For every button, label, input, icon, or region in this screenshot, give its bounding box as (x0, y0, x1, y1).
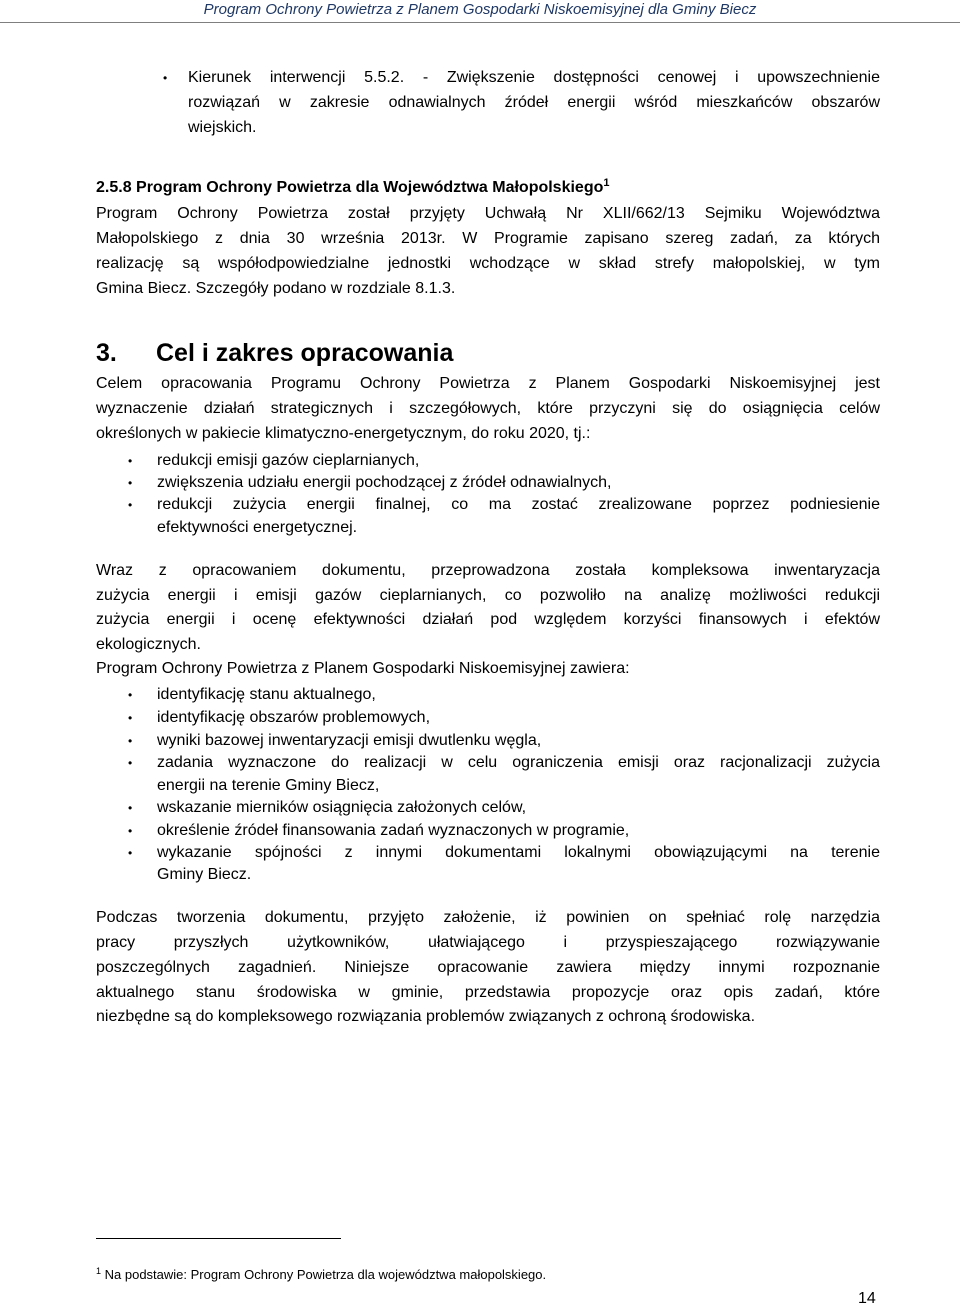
para2-line-1: Wraz z opracowaniem dokumentu, przeprowadzona została kompleksowa inwentaryzacja (96, 562, 880, 579)
section-258-line-2: Małopolskiego z dnia 30 września 2013r. W Programie zapisano szereg zadań, za których (96, 230, 880, 247)
goal-item: redukcji zużycia energii finalnej, co ma zostać zrealizowane poprzez podniesienie (157, 496, 880, 513)
chapter-3-intro-line-3: określonych w pakiecie klimatyczno-energetycznym, do roku 2020, tj.: (96, 425, 591, 442)
para2-line-2: zużycia energii i emisji gazów cieplarnianych, co pozwoliło na analizę możliwości redukcji (96, 587, 880, 604)
contents-intro: Program Ochrony Powietrza z Planem Gospodarki Niskoemisyjnej zawiera: (96, 660, 630, 677)
contents-item: wykazanie spójności z innymi dokumentami lokalnymi obowiązującymi na terenie (157, 844, 880, 861)
para2-line-4: ekologicznych. (96, 636, 201, 653)
intro-bullet-line-1: Kierunek interwencji 5.5.2. - Zwiększenie dostępności cenowej i upowszechnienie (188, 69, 880, 86)
chapter-3-intro-line-1: Celem opracowania Programu Ochrony Powietrza z Planem Gospodarki Niskoemisyjnej jest (96, 375, 880, 392)
goal-item-continuation: efektywności energetycznej. (157, 519, 358, 536)
footnote (96, 1266, 546, 1284)
section-258-line-1: Program Ochrony Powietrza został przyjęty Uchwałą Nr XLII/662/13 Sejmiku Województwa (96, 205, 880, 222)
contents-item: wyniki bazowej inwentaryzacji emisji dwutlenku węgla, (157, 732, 542, 749)
running-header (0, 0, 960, 23)
contents-item-continuation: Gminy Biecz. (157, 866, 252, 883)
bullet-marker: • (128, 476, 133, 490)
bullet-marker: • (128, 846, 133, 860)
bullet-marker: • (128, 688, 133, 702)
footnote-reference: 1 (603, 177, 610, 189)
intro-bullet-line-2: rozwiązań w zakresie odnawialnych źródeł energii wśród mieszkańców obszarów (188, 94, 880, 111)
section-258-line-3: realizację są współodpowiedzialne jednostki wchodzące w skład strefy małopolskiej, w tym (96, 255, 880, 272)
bullet-marker: • (128, 756, 133, 770)
bullet-marker: • (128, 711, 133, 725)
intro-bullet-line-3: wiejskich. (188, 119, 257, 136)
chapter-3-heading (96, 338, 453, 368)
contents-item: identyfikację stanu aktualnego, (157, 686, 376, 703)
goal-item: zwiększenia udziału energii pochodzącej z źródeł odnawialnych, (157, 474, 612, 491)
bullet-marker: • (163, 71, 168, 85)
running-header-title: Program Ochrony Powietrza z Planem Gospodarki Niskoemisyjnej dla Gminy Biecz (203, 1, 757, 18)
footnote-separator (96, 1238, 341, 1239)
para3-line-3: poszczególnych zagadnień. Niniejsze opracowanie zawiera między innymi rozpoznanie (96, 959, 880, 976)
section-258-line-4: Gmina Biecz. Szczegóły podano w rozdziale 8.1.3. (96, 280, 456, 297)
footnote-marker: 1 (96, 1266, 102, 1276)
section-258-heading-text: 2.5.8 Program Ochrony Powietrza dla Województwa Małopolskiego (96, 179, 604, 196)
bullet-marker: • (128, 801, 133, 815)
footnote-text: Na podstawie: Program Ochrony Powietrza dla województwa małopolskiego. (104, 1267, 547, 1282)
goal-item: redukcji emisji gazów cieplarnianych, (157, 452, 420, 469)
page-number: 14 (858, 1290, 876, 1307)
para3-line-5: niezbędne są do kompleksowego rozwiązania problemów związanych z ochroną środowiska. (96, 1008, 756, 1025)
contents-item: identyfikację obszarów problemowych, (157, 709, 431, 726)
chapter-3-number: 3. (96, 339, 117, 367)
contents-item: wskazanie mierników osiągnięcia założonych celów, (157, 799, 527, 816)
bullet-marker: • (128, 498, 133, 512)
contents-item-continuation: energii na terenie Gminy Biecz, (157, 777, 380, 794)
contents-item: zadania wyznaczone do realizacji w celu ograniczenia emisji oraz racjonalizacji zużycia (157, 754, 880, 771)
bullet-marker: • (128, 734, 133, 748)
chapter-3-title: Cel i zakres opracowania (156, 339, 454, 367)
section-258-heading (96, 178, 610, 198)
bullet-marker: • (128, 454, 133, 468)
para3-line-1: Podczas tworzenia dokumentu, przyjęto założenie, iż powinien on spełniać rolę narzędzia (96, 909, 880, 926)
bullet-marker: • (128, 824, 133, 838)
para3-line-2: pracy przyszłych użytkowników, ułatwiającego i przyspieszającego rozwiązywanie (96, 934, 880, 951)
para2-line-3: zużycia energii i ocenę efektywności działań pod względem korzyści finansowych i efektów (96, 611, 880, 628)
para3-line-4: aktualnego stanu środowiska w gminie, przedstawia propozycje oraz opis zadań, które (96, 984, 880, 1001)
chapter-3-intro-line-2: wyznaczenie działań strategicznych i szczegółowych, które przyczyni się do osiągnięcia celów (96, 400, 880, 417)
contents-item: określenie źródeł finansowania zadań wyznaczonych w programie, (157, 822, 630, 839)
